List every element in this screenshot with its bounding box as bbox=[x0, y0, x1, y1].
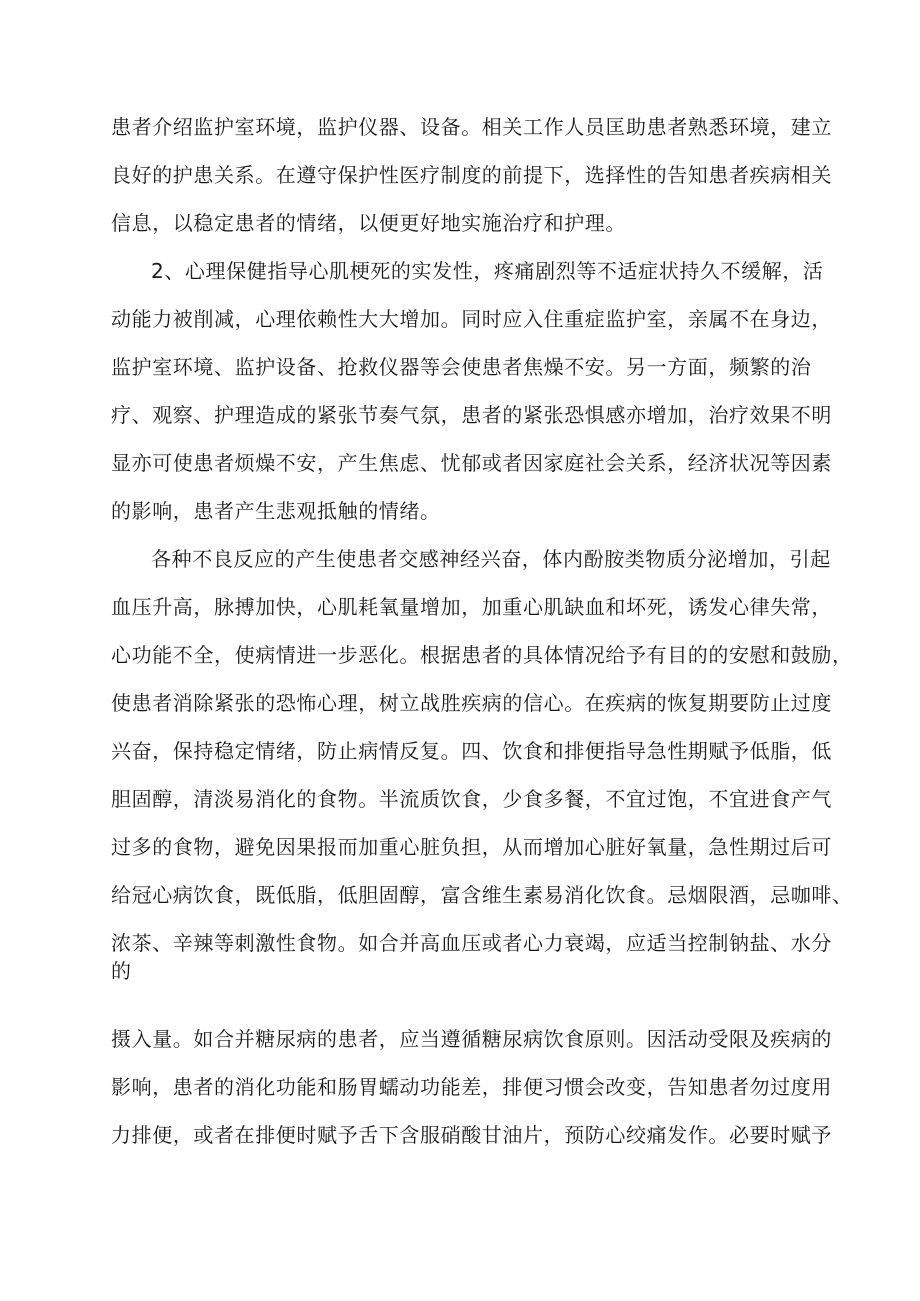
text-line: 心功能不全，使病情进一步恶化。根据患者的具体情况给予有目的的安慰和鼓励， bbox=[111, 643, 853, 667]
text-line: 的 bbox=[111, 959, 132, 983]
text-line: 动能力被削减，心理依赖性大大增加。同时应入住重症监护室，亲属不在身边， bbox=[111, 307, 832, 331]
text-line: 监护室环境、监护设备、抢救仪器等会使患者焦燥不安。另一方面，频繁的治 bbox=[111, 355, 812, 379]
text-line: 使患者消除紧张的恐怖心理，树立战胜疾病的信心。在疾病的恢复期要防止过度 bbox=[111, 691, 832, 715]
text-line: 的影响，患者产生悲观抵触的情绪。 bbox=[111, 499, 441, 523]
text-line: 影响，患者的消化功能和肠胃蠕动功能差，排便习惯会改变，告知患者勿过度用 bbox=[111, 1075, 832, 1099]
text-line: 各种不良反应的产生使患者交感神经兴奋，体内酚胺类物质分泌增加，引起 bbox=[151, 547, 831, 571]
text-line: 过多的食物，避免因果报而加重心脏负担，从而增加心脏好氧量，急性期过后可 bbox=[111, 835, 832, 859]
text-line: 力排便，或者在排便时赋予舌下含服硝酸甘油片，预防心绞痛发作。必要时赋予 bbox=[111, 1123, 832, 1147]
text-line: 摄入量。如合并糖尿病的患者，应当遵循糖尿病饮食原则。因活动受限及疾病的 bbox=[111, 1027, 832, 1051]
text-line: 给冠心病饮食，既低脂，低胆固醇，富含维生素易消化饮食。忌烟限酒，忌咖啡、 bbox=[111, 883, 853, 907]
text-line: 患者介绍监护室环境，监护仪器、设备。相关工作人员匡助患者熟悉环境，建立 bbox=[111, 115, 832, 139]
text-line: 兴奋，保持稳定情绪，防止病情反复。四、饮食和排便指导急性期赋予低脂，低 bbox=[111, 739, 832, 763]
text-line: 信息，以稳定患者的情绪，以便更好地实施治疗和护理。 bbox=[111, 211, 626, 235]
text-line: 疗、观察、护理造成的紧张节奏气氛，患者的紧张恐惧感亦增加，治疗效果不明 bbox=[111, 403, 832, 427]
text-line: 良好的护患关系。在遵守保护性医疗制度的前提下，选择性的告知患者疾病相关 bbox=[111, 163, 832, 187]
text-line: 胆固醇，清淡易消化的食物。半流质饮食，少食多餐，不宜过饱，不宜进食产气 bbox=[111, 787, 832, 811]
text-line: 显亦可使患者烦燥不安，产生焦虑、忧郁或者因家庭社会关系，经济状况等因素 bbox=[111, 451, 832, 475]
text-line: 2、心理保健指导心肌梗死的实发性，疼痛剧烈等不适症状持久不缓解，活 bbox=[151, 259, 824, 283]
text-line: 浓茶、辛辣等刺激性食物。如合并高血压或者心力衰竭，应适当控制钠盐、水分 bbox=[111, 931, 832, 955]
text-line: 血压升高，脉搏加快，心肌耗氧量增加，加重心肌缺血和坏死，诱发心律失常， bbox=[111, 595, 832, 619]
